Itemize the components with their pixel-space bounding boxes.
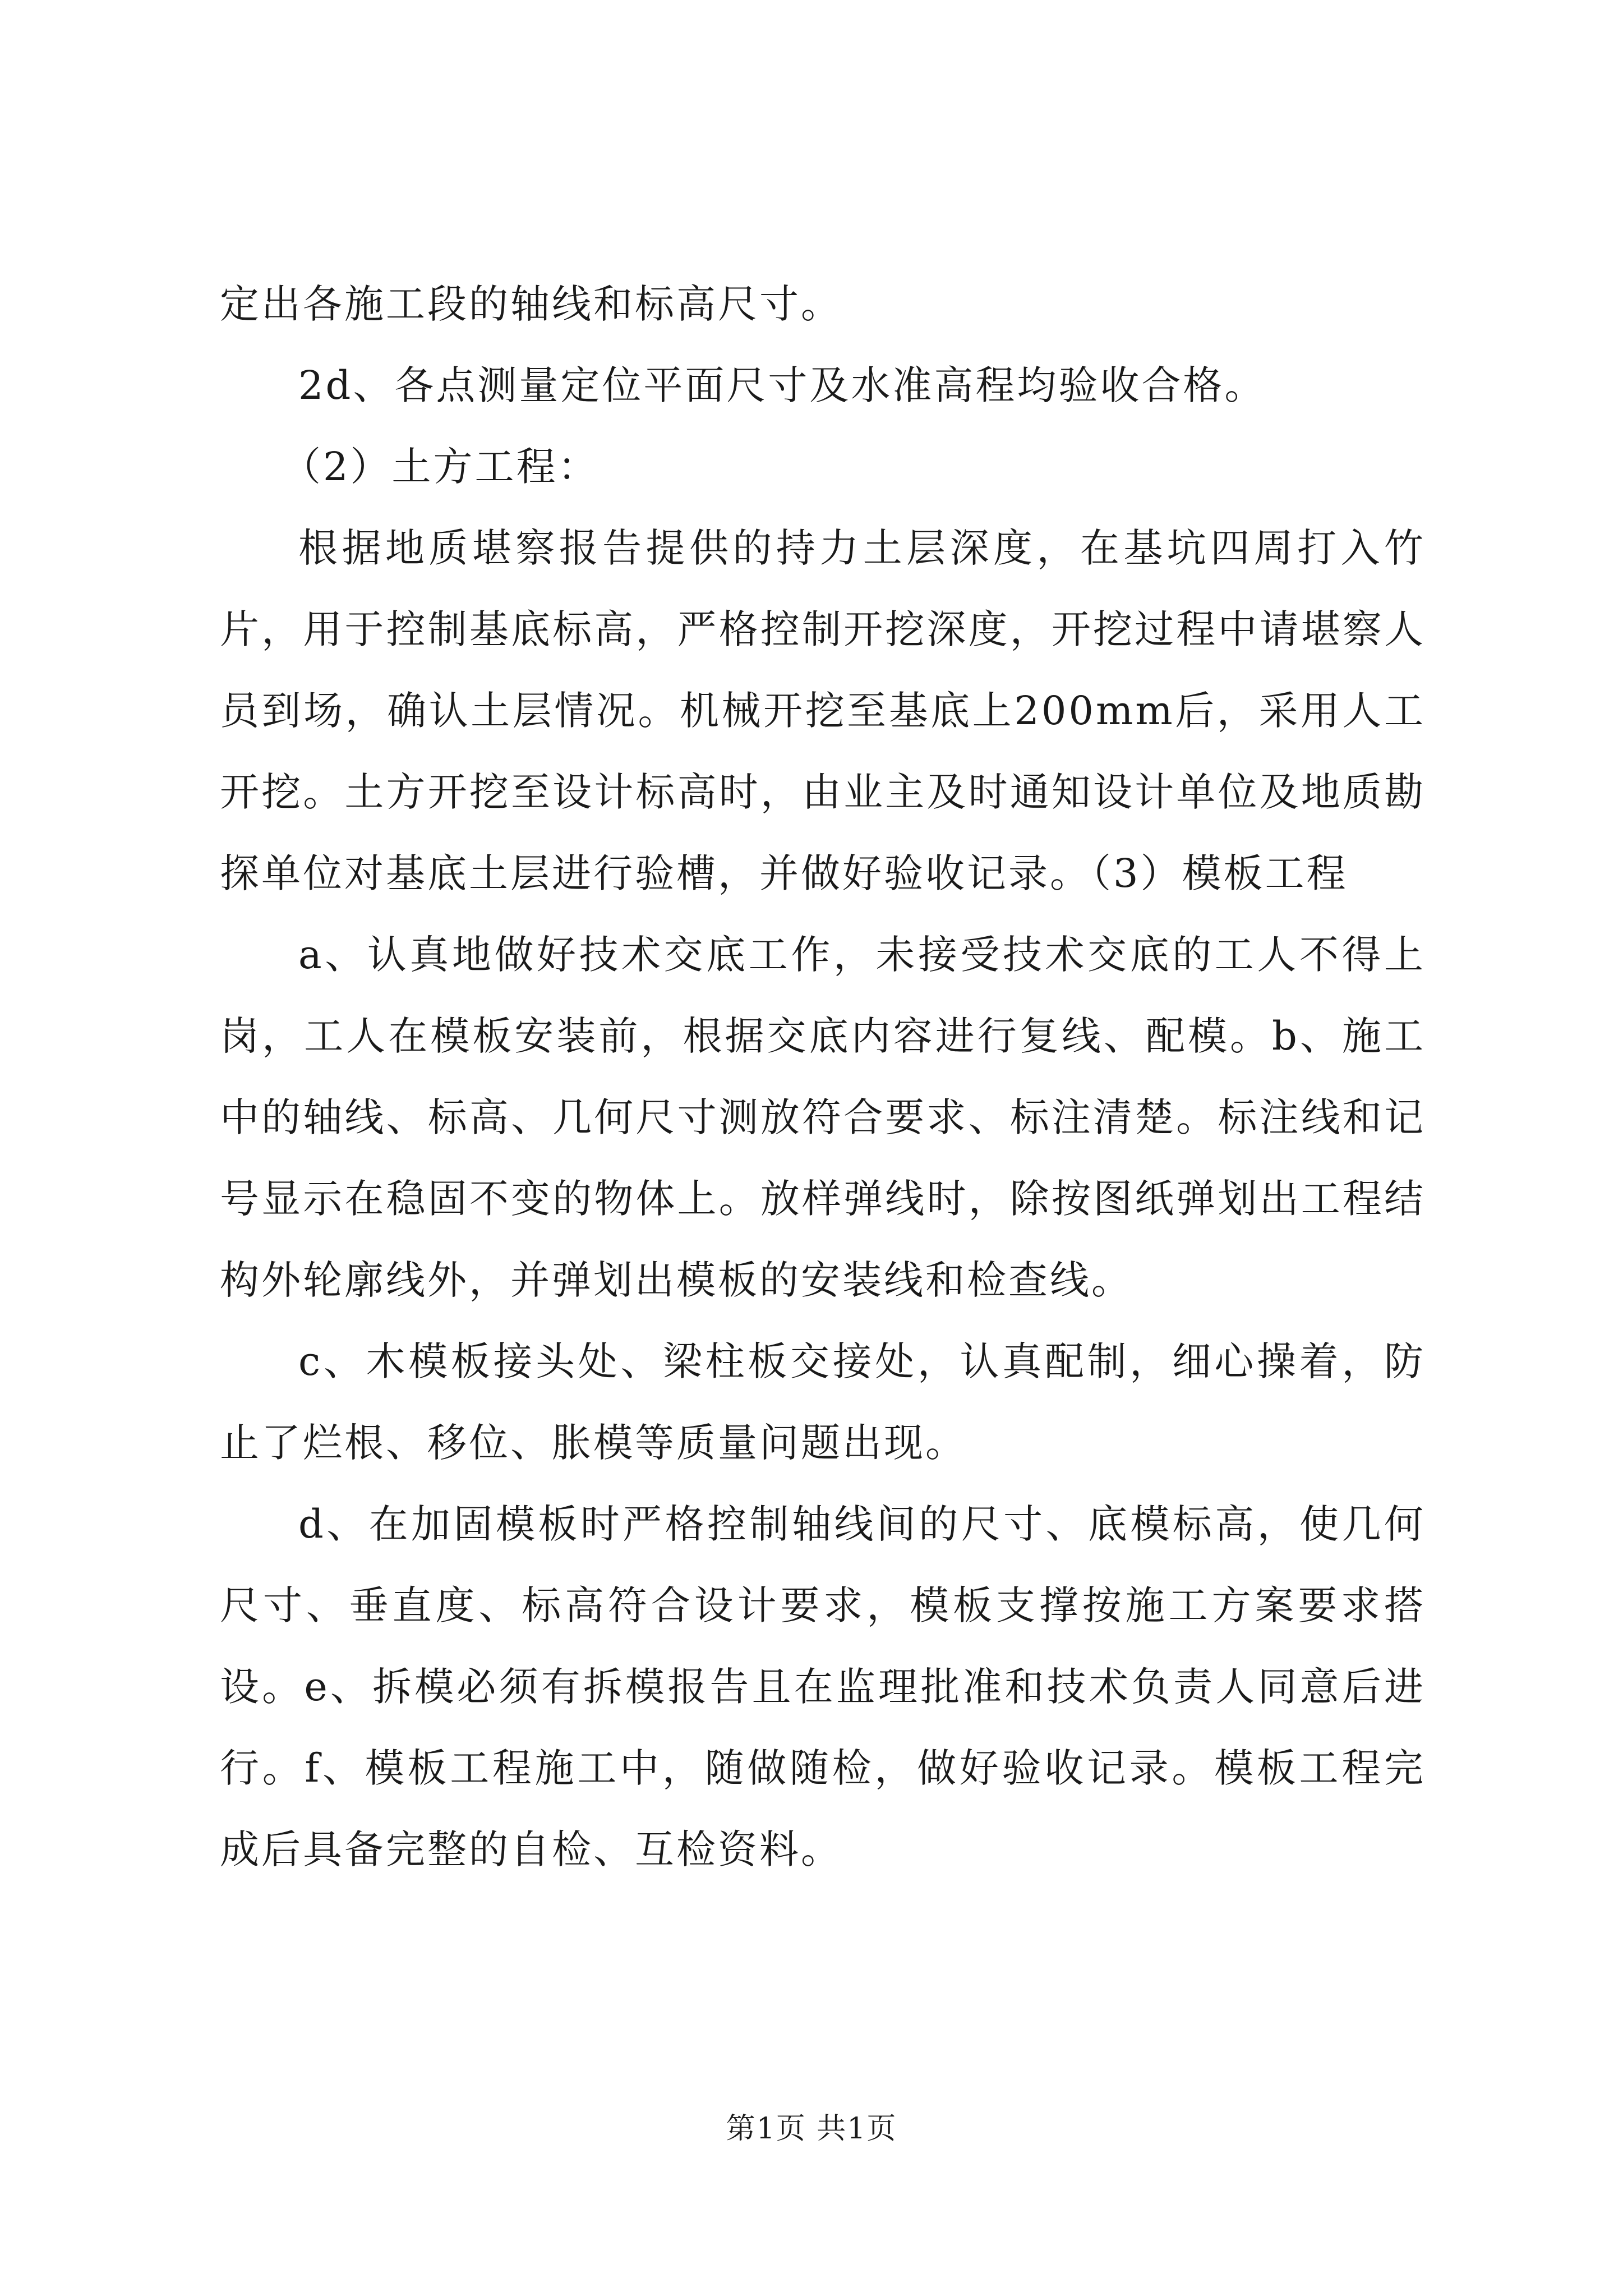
document-body [220, 264, 1426, 1890]
paragraph-formwork-d-e-f: d、在加固模板时严格控制轴线间的尺寸、底模标高，使几何尺寸、垂直度、标高符合设计要求，模板支撑按施工方案要求搭设。e、拆模必须有拆模报告且在监理批准和技术负责人同意后进行。f、模板工程施工中，随做随检，做好验收记录。模板工程完成后具备完整的自检、互检资料。 [220, 1501, 1426, 1872]
paragraph-earthwork: 根据地质堪察报告提供的持力土层深度，在基坑四周打入竹片，用于控制基底标高，严格控制开挖深度，开挖过程中请堪察人员到场，确认土层情况。机械开挖至基底上200mm后，采用人工开挖。土方开挖至设计标高时，由业主及时通知设计单位及地质勘探单位对基底土层进行验槽，并做好验收记录。（3）模板工程 [220, 525, 1426, 896]
paragraph-formwork-a-b: a、认真地做好技术交底工作，未接受技术交底的工人不得上岗，工人在模板安装前，根据交底内容进行复线、配模。b、施工中的轴线、标高、几何尺寸测放符合要求、标注清楚。标注线和记号显示在稳固不变的物体上。放样弹线时，除按图纸弹划出工程结构外轮廓线外，并弹划出模板的安装线和检查线。 [220, 932, 1426, 1303]
paragraph-formwork-c: c、木模板接头处、梁柱板交接处，认真配制，细心操着，防止了烂根、移位、胀模等质量问题出现。 [220, 1338, 1426, 1466]
paragraph-survey-acceptance: 2d、各点测量定位平面尺寸及水准高程均验收合格。 [298, 362, 1266, 408]
section-heading-earthwork: （2）土方工程： [282, 444, 600, 490]
paragraph-continuation: 定出各施工段的轴线和标高尺寸。 [220, 281, 842, 327]
page-number-footer: 第1页 共1页 [726, 2112, 897, 2146]
